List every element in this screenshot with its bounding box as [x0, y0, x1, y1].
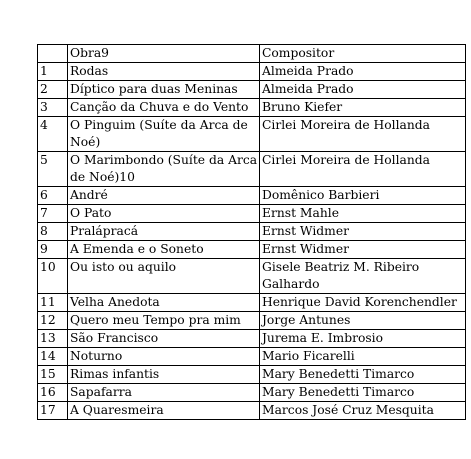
- row-number: 4: [38, 117, 68, 152]
- table-row: [38, 312, 466, 330]
- row-composer: Ernst Mahle: [260, 205, 466, 223]
- table-row: [38, 81, 466, 99]
- row-composer: Cirlei Moreira de Hollanda: [260, 117, 466, 152]
- row-work-title: Ou isto ou aquilo: [68, 259, 260, 294]
- row-work-title: Velha Anedota: [68, 294, 260, 312]
- row-composer: Henrique David Korenchendler: [260, 294, 466, 312]
- table-row: [38, 117, 466, 152]
- table-row: [38, 330, 466, 348]
- table-row: [38, 187, 466, 205]
- row-composer: Gisele Beatriz M. Ribeiro Galhardo: [260, 259, 466, 294]
- row-number: 17: [38, 402, 68, 420]
- table-row: [38, 348, 466, 366]
- row-work-title: A Quaresmeira: [68, 402, 260, 420]
- table-row: [38, 223, 466, 241]
- row-number: 15: [38, 366, 68, 384]
- table-row: [38, 259, 466, 294]
- row-composer: Marcos José Cruz Mesquita: [260, 402, 466, 420]
- header-work: Obra9: [68, 45, 260, 63]
- table-row: [38, 294, 466, 312]
- row-composer: Ernst Widmer: [260, 241, 466, 259]
- table-row: [38, 205, 466, 223]
- row-composer: Mary Benedetti Timarco: [260, 384, 466, 402]
- table-row: [38, 152, 466, 187]
- row-composer: Jurema E. Imbrosio: [260, 330, 466, 348]
- table-row: [38, 241, 466, 259]
- row-work-title: A Emenda e o Soneto: [68, 241, 260, 259]
- row-number: 6: [38, 187, 68, 205]
- row-composer: Mary Benedetti Timarco: [260, 366, 466, 384]
- row-number: 10: [38, 259, 68, 294]
- table-row: [38, 63, 466, 81]
- table-row: [38, 99, 466, 117]
- row-work-title: Rimas infantis: [68, 366, 260, 384]
- row-work-title: Noturno: [68, 348, 260, 366]
- row-composer: Bruno Kiefer: [260, 99, 466, 117]
- row-work-title: O Pinguim (Suíte da Arca de Noé): [68, 117, 260, 152]
- row-composer: Almeida Prado: [260, 81, 466, 99]
- row-work-title: Canção da Chuva e do Vento: [68, 99, 260, 117]
- row-number: 5: [38, 152, 68, 187]
- row-composer: Ernst Widmer: [260, 223, 466, 241]
- row-composer: Cirlei Moreira de Hollanda: [260, 152, 466, 187]
- header-composer: Compositor: [260, 45, 466, 63]
- row-number: 1: [38, 63, 68, 81]
- row-work-title: Pralápracá: [68, 223, 260, 241]
- row-work-title: André: [68, 187, 260, 205]
- row-composer: Domênico Barbieri: [260, 187, 466, 205]
- row-number: 11: [38, 294, 68, 312]
- row-work-title: O Pato: [68, 205, 260, 223]
- table-body: [38, 63, 466, 420]
- table-header-row: [38, 45, 466, 63]
- table-row: [38, 384, 466, 402]
- row-number: 9: [38, 241, 68, 259]
- row-number: 12: [38, 312, 68, 330]
- row-composer: Jorge Antunes: [260, 312, 466, 330]
- row-number: 16: [38, 384, 68, 402]
- row-composer: Mario Ficarelli: [260, 348, 466, 366]
- row-work-title: Quero meu Tempo pra mim: [68, 312, 260, 330]
- row-number: 13: [38, 330, 68, 348]
- row-number: 14: [38, 348, 68, 366]
- row-work-title: Díptico para duas Meninas: [68, 81, 260, 99]
- row-number: 2: [38, 81, 68, 99]
- row-work-title: Sapafarra: [68, 384, 260, 402]
- row-composer: Almeida Prado: [260, 63, 466, 81]
- row-number: 8: [38, 223, 68, 241]
- table-row: [38, 366, 466, 384]
- works-table: [37, 44, 466, 420]
- table-row: [38, 402, 466, 420]
- row-work-title: Rodas: [68, 63, 260, 81]
- row-work-title: São Francisco: [68, 330, 260, 348]
- row-work-title: O Marimbondo (Suíte da Arca de Noé)10: [68, 152, 260, 187]
- header-number: [38, 45, 68, 63]
- row-number: 7: [38, 205, 68, 223]
- row-number: 3: [38, 99, 68, 117]
